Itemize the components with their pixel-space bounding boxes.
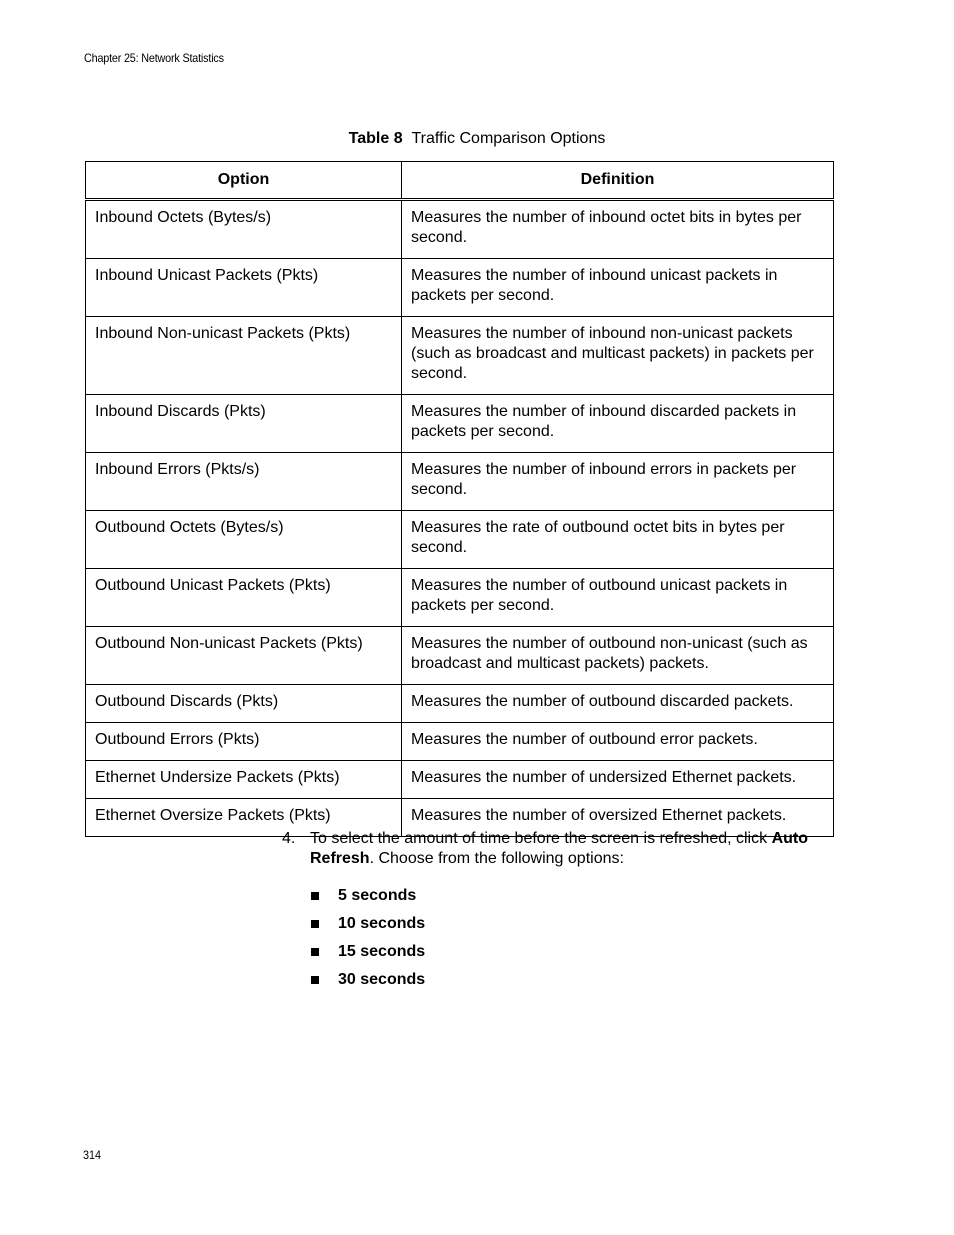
definition-cell: Measures the number of undersized Ethernet packets. (402, 761, 834, 799)
list-item (310, 886, 425, 914)
option-cell: Outbound Discards (Pkts) (86, 685, 402, 723)
definition-cell: Measures the number of inbound unicast packets in packets per second. (402, 259, 834, 317)
table-row (86, 627, 834, 685)
definition-cell: Measures the number of oversized Ethernet packets. (402, 799, 834, 837)
table-header-row (86, 162, 834, 200)
column-header-definition: Definition (402, 162, 834, 200)
definition-cell: Measures the number of outbound non-unicast (such as broadcast and multicast packets) packets. (402, 627, 834, 685)
list-item (310, 942, 425, 970)
option-label: 5 seconds (338, 887, 417, 904)
list-item (310, 914, 425, 942)
page-number: 314 (83, 1148, 102, 1162)
table-caption-title: Traffic Comparison Options (411, 130, 606, 147)
step-text-before: To select the amount of time before the screen is refreshed, click (310, 830, 772, 847)
column-header-option: Option (86, 162, 402, 200)
table-row (86, 569, 834, 627)
table-row (86, 685, 834, 723)
option-cell: Outbound Unicast Packets (Pkts) (86, 569, 402, 627)
square-bullet-icon (311, 976, 319, 984)
chapter-header: Chapter 25: Network Statistics (84, 51, 224, 65)
option-cell: Inbound Unicast Packets (Pkts) (86, 259, 402, 317)
table-row (86, 723, 834, 761)
table-row (86, 317, 834, 395)
option-cell: Inbound Errors (Pkts/s) (86, 453, 402, 511)
option-cell: Ethernet Undersize Packets (Pkts) (86, 761, 402, 799)
table-caption (0, 130, 954, 148)
definition-cell: Measures the number of outbound discarded packets. (402, 685, 834, 723)
definition-cell: Measures the number of inbound non-unicast packets (such as broadcast and multicast packets) in packets per second. (402, 317, 834, 395)
option-cell: Outbound Octets (Bytes/s) (86, 511, 402, 569)
refresh-options-list (310, 886, 425, 998)
definition-cell: Measures the number of inbound errors in packets per second. (402, 453, 834, 511)
procedure-step (282, 829, 842, 869)
definition-cell: Measures the number of inbound discarded packets in packets per second. (402, 395, 834, 453)
option-cell: Inbound Octets (Bytes/s) (86, 200, 402, 259)
option-cell: Outbound Errors (Pkts) (86, 723, 402, 761)
step-number: 4. (282, 830, 296, 847)
option-label: 30 seconds (338, 971, 426, 988)
table-row (86, 761, 834, 799)
square-bullet-icon (311, 948, 319, 956)
step-text (310, 829, 842, 869)
table-row (86, 259, 834, 317)
definition-cell: Measures the number of inbound octet bits in bytes per second. (402, 200, 834, 259)
option-cell: Inbound Non-unicast Packets (Pkts) (86, 317, 402, 395)
definition-cell: Measures the rate of outbound octet bits in bytes per second. (402, 511, 834, 569)
option-cell: Inbound Discards (Pkts) (86, 395, 402, 453)
table-row (86, 395, 834, 453)
definition-cell: Measures the number of outbound error packets. (402, 723, 834, 761)
option-label: 10 seconds (338, 915, 426, 932)
table-row (86, 200, 834, 259)
table-row (86, 453, 834, 511)
square-bullet-icon (311, 892, 319, 900)
square-bullet-icon (311, 920, 319, 928)
option-cell: Ethernet Oversize Packets (Pkts) (86, 799, 402, 837)
option-cell: Outbound Non-unicast Packets (Pkts) (86, 627, 402, 685)
definition-cell: Measures the number of outbound unicast packets in packets per second. (402, 569, 834, 627)
table-caption-label: Table 8 (348, 130, 403, 147)
option-label: 15 seconds (338, 943, 426, 960)
table-row (86, 511, 834, 569)
traffic-comparison-table (85, 161, 834, 837)
list-item (310, 970, 425, 998)
step-text-after: . Choose from the following options: (369, 850, 624, 867)
auto-refresh-label: Auto Refresh (310, 830, 808, 867)
